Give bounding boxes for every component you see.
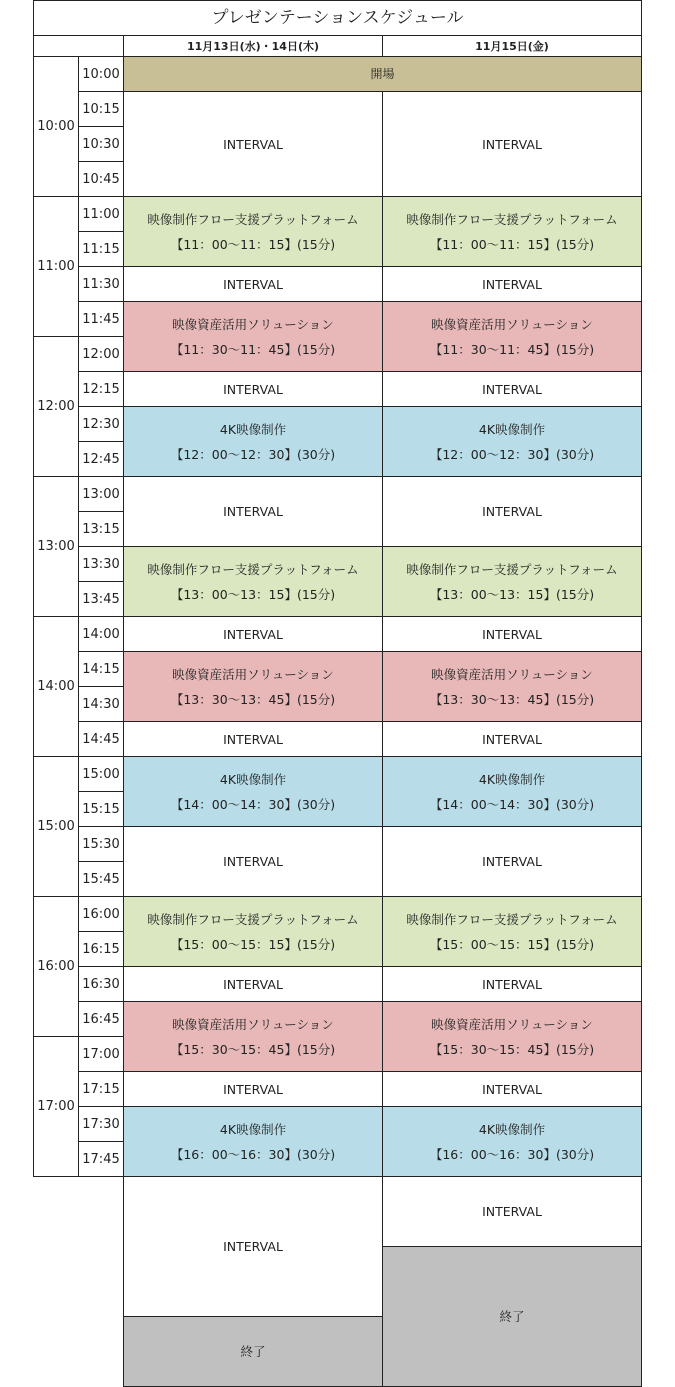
- event-title: 映像制作フロー支援プラットフォーム: [147, 911, 359, 927]
- header-blank: [33, 35, 124, 57]
- slot-label: 10:30: [78, 126, 124, 162]
- slot-label: 16:00: [78, 896, 124, 932]
- event-flow: [382, 546, 642, 617]
- slot-label: 16:45: [78, 1001, 124, 1037]
- event-interval: INTERVAL: [123, 91, 383, 197]
- slot-label: 12:30: [78, 406, 124, 442]
- event-title: 映像資産活用ソリューション: [172, 316, 334, 332]
- slot-label: 11:30: [78, 266, 124, 302]
- event-interval: INTERVAL: [123, 1176, 383, 1317]
- event-title: 4K映像制作: [478, 1121, 546, 1137]
- hour-label: 13:00: [33, 476, 79, 617]
- event-asset: [382, 301, 642, 372]
- event-k4: [382, 1106, 642, 1177]
- event-title: 映像制作フロー支援プラットフォーム: [147, 561, 359, 577]
- hour-label: 16:00: [33, 896, 79, 1037]
- slot-label: 17:30: [78, 1106, 124, 1142]
- event-interval: INTERVAL: [123, 371, 383, 407]
- slot-label: 15:00: [78, 756, 124, 792]
- slot-label: 10:15: [78, 91, 124, 127]
- event-time: 【11：30〜11：45】(15分): [429, 341, 595, 357]
- event-flow: [382, 196, 642, 267]
- slot-label: 14:15: [78, 651, 124, 687]
- slot-label: 11:15: [78, 231, 124, 267]
- event-title: 映像資産活用ソリューション: [172, 1016, 334, 1032]
- event-title: 映像制作フロー支援プラットフォーム: [147, 211, 359, 227]
- event-time: 【11：30〜11：45】(15分): [170, 341, 336, 357]
- page-title: プレゼンテーションスケジュール: [33, 0, 642, 36]
- date-header-1: 11月13日(水)・14日(木): [123, 35, 383, 57]
- event-flow: [123, 196, 383, 267]
- event-interval: INTERVAL: [382, 371, 642, 407]
- event-time: 【12：00〜12：30】(30分): [170, 446, 336, 462]
- slot-label: 10:45: [78, 161, 124, 197]
- event-time: 【13：00〜13：15】(15分): [429, 586, 595, 602]
- slot-label: 15:45: [78, 861, 124, 897]
- slot-label: 13:30: [78, 546, 124, 582]
- event-k4: [123, 756, 383, 827]
- event-end: 終了: [382, 1246, 642, 1387]
- hour-label: 14:00: [33, 616, 79, 757]
- event-title: 4K映像制作: [219, 421, 287, 437]
- event-title: 映像資産活用ソリューション: [172, 666, 334, 682]
- event-interval: INTERVAL: [123, 266, 383, 302]
- slot-label: 15:30: [78, 826, 124, 862]
- hour-label: 10:00: [33, 56, 79, 197]
- event-time: 【15：30〜15：45】(15分): [429, 1041, 595, 1057]
- date-header-2: 11月15日(金): [382, 35, 642, 57]
- event-time: 【13：30〜13：45】(15分): [170, 691, 336, 707]
- event-interval: INTERVAL: [382, 476, 642, 547]
- slot-label: 16:30: [78, 966, 124, 1002]
- hour-label: 15:00: [33, 756, 79, 897]
- slot-label: 17:00: [78, 1036, 124, 1072]
- event-interval: INTERVAL: [382, 721, 642, 757]
- event-time: 【15：00〜15：15】(15分): [170, 936, 336, 952]
- event-interval: INTERVAL: [382, 266, 642, 302]
- event-title: 映像制作フロー支援プラットフォーム: [406, 211, 618, 227]
- event-interval: INTERVAL: [123, 476, 383, 547]
- slot-label: 17:45: [78, 1141, 124, 1177]
- event-asset: [123, 301, 383, 372]
- event-end: 終了: [123, 1316, 383, 1387]
- event-interval: INTERVAL: [382, 91, 642, 197]
- event-time: 【14：00〜14：30】(30分): [429, 796, 595, 812]
- event-interval: INTERVAL: [123, 616, 383, 652]
- event-time: 【13：30〜13：45】(15分): [429, 691, 595, 707]
- event-title: 4K映像制作: [478, 421, 546, 437]
- event-time: 【15：30〜15：45】(15分): [170, 1041, 336, 1057]
- event-time: 【16：00〜16：30】(30分): [170, 1146, 336, 1162]
- event-k4: [123, 1106, 383, 1177]
- event-time: 【11：00〜11：15】(15分): [429, 236, 595, 252]
- event-interval: INTERVAL: [123, 966, 383, 1002]
- slot-label: 13:00: [78, 476, 124, 512]
- event-interval: INTERVAL: [382, 616, 642, 652]
- event-flow: [123, 896, 383, 967]
- event-asset: [382, 1001, 642, 1072]
- event-title: 映像資産活用ソリューション: [431, 666, 593, 682]
- slot-label: 17:15: [78, 1071, 124, 1107]
- slot-label: 12:00: [78, 336, 124, 372]
- event-flow: [123, 546, 383, 617]
- slot-label: 14:45: [78, 721, 124, 757]
- slot-label: 13:45: [78, 581, 124, 617]
- event-interval: INTERVAL: [123, 721, 383, 757]
- event-title: 映像資産活用ソリューション: [431, 1016, 593, 1032]
- event-time: 【13：00〜13：15】(15分): [170, 586, 336, 602]
- event-k4: [123, 406, 383, 477]
- event-k4: [382, 406, 642, 477]
- event-time: 【15：00〜15：15】(15分): [429, 936, 595, 952]
- event-flow: [382, 896, 642, 967]
- slot-label: 15:15: [78, 791, 124, 827]
- slot-label: 11:00: [78, 196, 124, 232]
- event-title: 映像制作フロー支援プラットフォーム: [406, 911, 618, 927]
- slot-label: 12:15: [78, 371, 124, 407]
- event-asset: [123, 651, 383, 722]
- event-title: 4K映像制作: [478, 771, 546, 787]
- slot-label: 11:45: [78, 301, 124, 337]
- event-time: 【12：00〜12：30】(30分): [429, 446, 595, 462]
- hour-label: 12:00: [33, 336, 79, 477]
- event-interval: INTERVAL: [123, 826, 383, 897]
- event-title: 4K映像制作: [219, 1121, 287, 1137]
- event-interval: INTERVAL: [123, 1071, 383, 1107]
- event-interval: INTERVAL: [382, 1176, 642, 1247]
- slot-label: 10:00: [78, 56, 124, 92]
- event-time: 【11：00〜11：15】(15分): [170, 236, 336, 252]
- slot-label: 16:15: [78, 931, 124, 967]
- event-k4: [382, 756, 642, 827]
- event-interval: INTERVAL: [382, 966, 642, 1002]
- hour-label: 17:00: [33, 1036, 79, 1177]
- slot-label: 12:45: [78, 441, 124, 477]
- slot-label: 14:00: [78, 616, 124, 652]
- slot-label: 14:30: [78, 686, 124, 722]
- event-asset: [123, 1001, 383, 1072]
- event-time: 【14：00〜14：30】(30分): [170, 796, 336, 812]
- event-title: 4K映像制作: [219, 771, 287, 787]
- slot-label: 13:15: [78, 511, 124, 547]
- event-title: 映像資産活用ソリューション: [431, 316, 593, 332]
- event-interval: INTERVAL: [382, 826, 642, 897]
- event-title: 映像制作フロー支援プラットフォーム: [406, 561, 618, 577]
- opening-cell: 開場: [123, 56, 642, 92]
- event-time: 【16：00〜16：30】(30分): [429, 1146, 595, 1162]
- event-asset: [382, 651, 642, 722]
- event-interval: INTERVAL: [382, 1071, 642, 1107]
- hour-label: 11:00: [33, 196, 79, 337]
